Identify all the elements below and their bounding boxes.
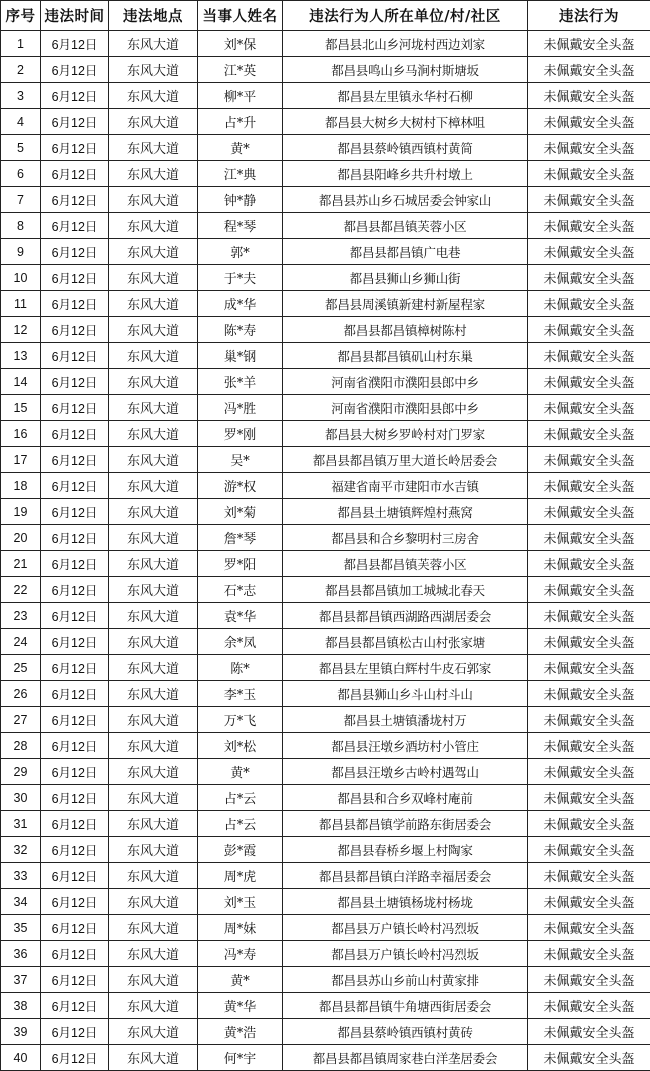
row-person-name: 占*云	[198, 785, 283, 811]
row-unit: 都昌县土塘镇辉煌村燕窝	[283, 499, 528, 525]
row-index: 29	[1, 759, 41, 785]
row-violation: 未佩戴安全头盔	[528, 941, 650, 967]
row-location: 东风大道	[109, 239, 198, 265]
header-location: 违法地点	[109, 1, 198, 31]
row-unit: 都昌县都昌镇西湖路西湖居委会	[283, 603, 528, 629]
row-violation: 未佩戴安全头盔	[528, 811, 650, 837]
row-unit: 都昌县苏山乡石城居委会钟家山	[283, 187, 528, 213]
row-date: 6月12日	[41, 265, 109, 291]
table-row	[1, 655, 650, 681]
row-violation: 未佩戴安全头盔	[528, 863, 650, 889]
table-row	[1, 941, 650, 967]
row-location: 东风大道	[109, 681, 198, 707]
row-unit: 都昌县汪墩乡酒坊村小管庄	[283, 733, 528, 759]
row-date: 6月12日	[41, 629, 109, 655]
row-location: 东风大道	[109, 733, 198, 759]
table-row	[1, 239, 650, 265]
table-row	[1, 707, 650, 733]
row-index: 12	[1, 317, 41, 343]
row-date: 6月12日	[41, 447, 109, 473]
row-person-name: 柳*平	[198, 83, 283, 109]
table-row	[1, 343, 650, 369]
row-index: 9	[1, 239, 41, 265]
table-row	[1, 525, 650, 551]
row-location: 东风大道	[109, 993, 198, 1019]
table-row	[1, 161, 650, 187]
row-unit: 都昌县和合乡双峰村庵前	[283, 785, 528, 811]
row-index: 5	[1, 135, 41, 161]
row-violation: 未佩戴安全头盔	[528, 447, 650, 473]
row-date: 6月12日	[41, 395, 109, 421]
row-violation: 未佩戴安全头盔	[528, 837, 650, 863]
row-person-name: 巢*钢	[198, 343, 283, 369]
row-violation: 未佩戴安全头盔	[528, 707, 650, 733]
row-location: 东风大道	[109, 213, 198, 239]
row-date: 6月12日	[41, 603, 109, 629]
table-row	[1, 1019, 650, 1045]
row-date: 6月12日	[41, 291, 109, 317]
row-unit: 都昌县都昌镇白洋路幸福居委会	[283, 863, 528, 889]
row-violation: 未佩戴安全头盔	[528, 915, 650, 941]
row-index: 39	[1, 1019, 41, 1045]
row-index: 33	[1, 863, 41, 889]
row-person-name: 刘*松	[198, 733, 283, 759]
row-violation: 未佩戴安全头盔	[528, 421, 650, 447]
row-unit: 都昌县都昌镇芙蓉小区	[283, 551, 528, 577]
table-row	[1, 291, 650, 317]
table-row	[1, 499, 650, 525]
row-date: 6月12日	[41, 369, 109, 395]
row-violation: 未佩戴安全头盔	[528, 291, 650, 317]
row-index: 34	[1, 889, 41, 915]
row-violation: 未佩戴安全头盔	[528, 551, 650, 577]
table-row	[1, 83, 650, 109]
table-row	[1, 759, 650, 785]
row-violation: 未佩戴安全头盔	[528, 681, 650, 707]
row-unit: 都昌县都昌镇牛角塘西街居委会	[283, 993, 528, 1019]
row-location: 东风大道	[109, 421, 198, 447]
row-violation: 未佩戴安全头盔	[528, 577, 650, 603]
row-date: 6月12日	[41, 993, 109, 1019]
table-row	[1, 915, 650, 941]
row-location: 东风大道	[109, 863, 198, 889]
header-date: 违法时间	[41, 1, 109, 31]
row-date: 6月12日	[41, 915, 109, 941]
row-index: 37	[1, 967, 41, 993]
row-unit: 都昌县狮山乡斗山村斗山	[283, 681, 528, 707]
row-person-name: 于*夫	[198, 265, 283, 291]
row-violation: 未佩戴安全头盔	[528, 109, 650, 135]
row-location: 东风大道	[109, 707, 198, 733]
row-index: 20	[1, 525, 41, 551]
row-location: 东风大道	[109, 525, 198, 551]
row-index: 10	[1, 265, 41, 291]
row-date: 6月12日	[41, 473, 109, 499]
row-date: 6月12日	[41, 577, 109, 603]
row-violation: 未佩戴安全头盔	[528, 1045, 650, 1071]
header-unit: 违法行为人所在单位/村/社区	[283, 1, 528, 31]
row-violation: 未佩戴安全头盔	[528, 343, 650, 369]
row-date: 6月12日	[41, 759, 109, 785]
row-location: 东风大道	[109, 473, 198, 499]
row-unit: 河南省濮阳市濮阳县郎中乡	[283, 369, 528, 395]
row-unit: 都昌县汪墩乡古岭村遇驾山	[283, 759, 528, 785]
row-date: 6月12日	[41, 109, 109, 135]
row-violation: 未佩戴安全头盔	[528, 785, 650, 811]
row-unit: 河南省濮阳市濮阳县郎中乡	[283, 395, 528, 421]
row-location: 东风大道	[109, 889, 198, 915]
row-location: 东风大道	[109, 551, 198, 577]
row-location: 东风大道	[109, 967, 198, 993]
row-person-name: 黄*	[198, 967, 283, 993]
row-unit: 都昌县都昌镇加工城城北春天	[283, 577, 528, 603]
row-index: 2	[1, 57, 41, 83]
row-location: 东风大道	[109, 785, 198, 811]
row-person-name: 万*飞	[198, 707, 283, 733]
row-person-name: 刘*玉	[198, 889, 283, 915]
header-name: 当事人姓名	[198, 1, 283, 31]
row-location: 东风大道	[109, 317, 198, 343]
row-violation: 未佩戴安全头盔	[528, 655, 650, 681]
row-index: 26	[1, 681, 41, 707]
row-person-name: 黄*	[198, 759, 283, 785]
row-violation: 未佩戴安全头盔	[528, 31, 650, 57]
table-row	[1, 213, 650, 239]
row-date: 6月12日	[41, 707, 109, 733]
row-index: 3	[1, 83, 41, 109]
row-person-name: 黄*	[198, 135, 283, 161]
table-row	[1, 473, 650, 499]
row-index: 35	[1, 915, 41, 941]
row-index: 31	[1, 811, 41, 837]
row-unit: 都昌县狮山乡狮山街	[283, 265, 528, 291]
row-violation: 未佩戴安全头盔	[528, 187, 650, 213]
row-violation: 未佩戴安全头盔	[528, 57, 650, 83]
row-person-name: 冯*胜	[198, 395, 283, 421]
row-violation: 未佩戴安全头盔	[528, 369, 650, 395]
row-unit: 都昌县蔡岭镇西镇村黄砖	[283, 1019, 528, 1045]
row-unit: 都昌县苏山乡前山村黄家排	[283, 967, 528, 993]
row-person-name: 黄*浩	[198, 1019, 283, 1045]
row-location: 东风大道	[109, 369, 198, 395]
table-row	[1, 109, 650, 135]
row-index: 40	[1, 1045, 41, 1071]
row-violation: 未佩戴安全头盔	[528, 733, 650, 759]
row-index: 23	[1, 603, 41, 629]
row-date: 6月12日	[41, 889, 109, 915]
row-person-name: 罗*阳	[198, 551, 283, 577]
row-index: 30	[1, 785, 41, 811]
row-unit: 都昌县土塘镇杨垅村杨垅	[283, 889, 528, 915]
row-location: 东风大道	[109, 447, 198, 473]
row-unit: 都昌县左里镇永华村石柳	[283, 83, 528, 109]
table-row	[1, 1045, 650, 1071]
table-row	[1, 889, 650, 915]
row-date: 6月12日	[41, 863, 109, 889]
row-index: 28	[1, 733, 41, 759]
row-person-name: 江*英	[198, 57, 283, 83]
row-person-name: 陈*	[198, 655, 283, 681]
row-unit: 都昌县大树乡罗岭村对门罗家	[283, 421, 528, 447]
table-row	[1, 733, 650, 759]
table-row	[1, 551, 650, 577]
header-row	[1, 1, 650, 31]
row-date: 6月12日	[41, 733, 109, 759]
row-violation: 未佩戴安全头盔	[528, 395, 650, 421]
table-row	[1, 135, 650, 161]
row-person-name: 江*典	[198, 161, 283, 187]
row-person-name: 周*妹	[198, 915, 283, 941]
row-location: 东风大道	[109, 811, 198, 837]
table-row	[1, 265, 650, 291]
table-row	[1, 967, 650, 993]
row-violation: 未佩戴安全头盔	[528, 83, 650, 109]
row-date: 6月12日	[41, 421, 109, 447]
row-person-name: 李*玉	[198, 681, 283, 707]
row-person-name: 冯*寿	[198, 941, 283, 967]
row-location: 东风大道	[109, 837, 198, 863]
row-unit: 都昌县左里镇白辉村牛皮石郭家	[283, 655, 528, 681]
table-row	[1, 57, 650, 83]
row-date: 6月12日	[41, 811, 109, 837]
row-violation: 未佩戴安全头盔	[528, 499, 650, 525]
row-person-name: 彭*霞	[198, 837, 283, 863]
table-row	[1, 31, 650, 57]
row-date: 6月12日	[41, 31, 109, 57]
row-violation: 未佩戴安全头盔	[528, 239, 650, 265]
row-location: 东风大道	[109, 941, 198, 967]
row-date: 6月12日	[41, 967, 109, 993]
row-violation: 未佩戴安全头盔	[528, 317, 650, 343]
row-index: 15	[1, 395, 41, 421]
row-person-name: 刘*保	[198, 31, 283, 57]
row-location: 东风大道	[109, 31, 198, 57]
table-header	[1, 1, 650, 31]
row-date: 6月12日	[41, 499, 109, 525]
row-index: 8	[1, 213, 41, 239]
row-unit: 都昌县蔡岭镇西镇村黄简	[283, 135, 528, 161]
row-index: 11	[1, 291, 41, 317]
row-unit: 都昌县都昌镇学前路东街居委会	[283, 811, 528, 837]
row-unit: 福建省南平市建阳市水吉镇	[283, 473, 528, 499]
row-person-name: 程*琴	[198, 213, 283, 239]
row-person-name: 钟*静	[198, 187, 283, 213]
row-violation: 未佩戴安全头盔	[528, 1019, 650, 1045]
row-unit: 都昌县阳峰乡共升村墩上	[283, 161, 528, 187]
row-unit: 都昌县鸣山乡马涧村斯塘坂	[283, 57, 528, 83]
row-violation: 未佩戴安全头盔	[528, 967, 650, 993]
row-location: 东风大道	[109, 577, 198, 603]
table-row	[1, 993, 650, 1019]
table-row	[1, 629, 650, 655]
row-violation: 未佩戴安全头盔	[528, 525, 650, 551]
row-date: 6月12日	[41, 83, 109, 109]
row-index: 19	[1, 499, 41, 525]
row-location: 东风大道	[109, 343, 198, 369]
row-index: 38	[1, 993, 41, 1019]
row-date: 6月12日	[41, 1019, 109, 1045]
row-index: 14	[1, 369, 41, 395]
table-row	[1, 447, 650, 473]
table-row	[1, 785, 650, 811]
row-location: 东风大道	[109, 109, 198, 135]
row-index: 7	[1, 187, 41, 213]
row-unit: 都昌县春桥乡堰上村陶家	[283, 837, 528, 863]
row-date: 6月12日	[41, 785, 109, 811]
row-date: 6月12日	[41, 837, 109, 863]
row-violation: 未佩戴安全头盔	[528, 265, 650, 291]
row-violation: 未佩戴安全头盔	[528, 473, 650, 499]
row-person-name: 张*羊	[198, 369, 283, 395]
row-violation: 未佩戴安全头盔	[528, 161, 650, 187]
row-date: 6月12日	[41, 239, 109, 265]
row-index: 25	[1, 655, 41, 681]
row-unit: 都昌县万户镇长岭村冯烈坂	[283, 915, 528, 941]
table-row	[1, 187, 650, 213]
table-row	[1, 421, 650, 447]
row-location: 东风大道	[109, 1045, 198, 1071]
row-violation: 未佩戴安全头盔	[528, 993, 650, 1019]
row-index: 13	[1, 343, 41, 369]
table-row	[1, 811, 650, 837]
row-person-name: 罗*刚	[198, 421, 283, 447]
row-person-name: 何*宇	[198, 1045, 283, 1071]
table-row	[1, 369, 650, 395]
row-unit: 都昌县都昌镇周家巷白洋垄居委会	[283, 1045, 528, 1071]
row-person-name: 石*志	[198, 577, 283, 603]
row-index: 18	[1, 473, 41, 499]
row-person-name: 郭*	[198, 239, 283, 265]
row-location: 东风大道	[109, 395, 198, 421]
row-date: 6月12日	[41, 213, 109, 239]
row-date: 6月12日	[41, 57, 109, 83]
row-location: 东风大道	[109, 759, 198, 785]
row-index: 17	[1, 447, 41, 473]
row-location: 东风大道	[109, 57, 198, 83]
row-index: 32	[1, 837, 41, 863]
table-row	[1, 837, 650, 863]
row-location: 东风大道	[109, 83, 198, 109]
row-date: 6月12日	[41, 551, 109, 577]
row-index: 36	[1, 941, 41, 967]
row-unit: 都昌县都昌镇矶山村东巢	[283, 343, 528, 369]
row-person-name: 刘*菊	[198, 499, 283, 525]
row-location: 东风大道	[109, 655, 198, 681]
row-person-name: 余*凤	[198, 629, 283, 655]
row-unit: 都昌县都昌镇樟树陈村	[283, 317, 528, 343]
row-violation: 未佩戴安全头盔	[528, 629, 650, 655]
row-person-name: 周*虎	[198, 863, 283, 889]
row-date: 6月12日	[41, 187, 109, 213]
row-unit: 都昌县万户镇长岭村冯烈坂	[283, 941, 528, 967]
row-person-name: 袁*华	[198, 603, 283, 629]
row-date: 6月12日	[41, 317, 109, 343]
row-unit: 都昌县都昌镇万里大道长岭居委会	[283, 447, 528, 473]
row-person-name: 詹*琴	[198, 525, 283, 551]
row-violation: 未佩戴安全头盔	[528, 135, 650, 161]
row-date: 6月12日	[41, 343, 109, 369]
row-index: 6	[1, 161, 41, 187]
table-row	[1, 395, 650, 421]
row-unit: 都昌县大树乡大树村下樟林咀	[283, 109, 528, 135]
row-location: 东风大道	[109, 915, 198, 941]
row-person-name: 吴*	[198, 447, 283, 473]
row-location: 东风大道	[109, 629, 198, 655]
row-index: 22	[1, 577, 41, 603]
row-location: 东风大道	[109, 1019, 198, 1045]
row-violation: 未佩戴安全头盔	[528, 889, 650, 915]
row-location: 东风大道	[109, 291, 198, 317]
row-person-name: 占*升	[198, 109, 283, 135]
row-violation: 未佩戴安全头盔	[528, 759, 650, 785]
row-unit: 都昌县都昌镇松古山村张家塘	[283, 629, 528, 655]
row-date: 6月12日	[41, 161, 109, 187]
row-violation: 未佩戴安全头盔	[528, 603, 650, 629]
row-unit: 都昌县土塘镇潘垅村万	[283, 707, 528, 733]
row-location: 东风大道	[109, 161, 198, 187]
row-person-name: 成*华	[198, 291, 283, 317]
row-date: 6月12日	[41, 135, 109, 161]
row-index: 1	[1, 31, 41, 57]
row-date: 6月12日	[41, 941, 109, 967]
row-location: 东风大道	[109, 499, 198, 525]
row-index: 21	[1, 551, 41, 577]
row-index: 4	[1, 109, 41, 135]
table-row	[1, 577, 650, 603]
row-index: 24	[1, 629, 41, 655]
row-index: 16	[1, 421, 41, 447]
row-unit: 都昌县都昌镇广电巷	[283, 239, 528, 265]
row-person-name: 陈*寿	[198, 317, 283, 343]
row-date: 6月12日	[41, 681, 109, 707]
row-person-name: 黄*华	[198, 993, 283, 1019]
row-index: 27	[1, 707, 41, 733]
table-body	[1, 31, 650, 1071]
row-location: 东风大道	[109, 265, 198, 291]
header-index: 序号	[1, 1, 41, 31]
row-person-name: 占*云	[198, 811, 283, 837]
table-row	[1, 317, 650, 343]
row-unit: 都昌县周溪镇新建村新屋程家	[283, 291, 528, 317]
row-location: 东风大道	[109, 603, 198, 629]
table-row	[1, 603, 650, 629]
row-location: 东风大道	[109, 135, 198, 161]
row-unit: 都昌县北山乡河垅村西边刘家	[283, 31, 528, 57]
table-row	[1, 863, 650, 889]
row-date: 6月12日	[41, 655, 109, 681]
row-violation: 未佩戴安全头盔	[528, 213, 650, 239]
row-date: 6月12日	[41, 525, 109, 551]
row-date: 6月12日	[41, 1045, 109, 1071]
row-unit: 都昌县和合乡黎明村三房舍	[283, 525, 528, 551]
table-row	[1, 681, 650, 707]
row-unit: 都昌县都昌镇芙蓉小区	[283, 213, 528, 239]
row-person-name: 游*权	[198, 473, 283, 499]
header-violation: 违法行为	[528, 1, 650, 31]
row-location: 东风大道	[109, 187, 198, 213]
